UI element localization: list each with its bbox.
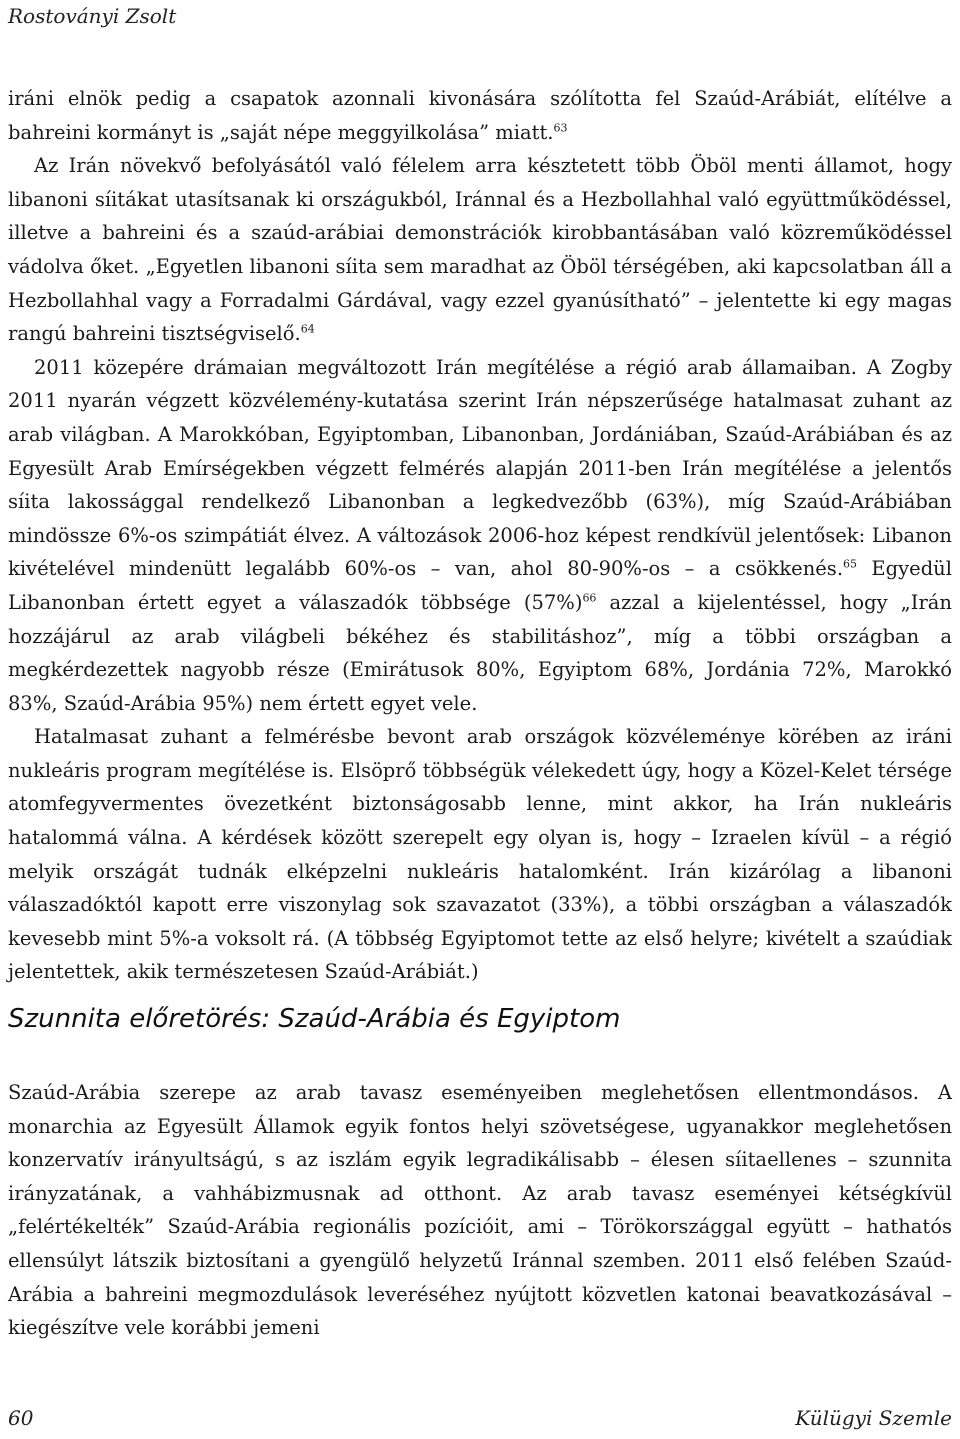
- body-text: [8, 82, 952, 989]
- footnote-ref[interactable]: 65: [843, 557, 858, 571]
- footnote-ref[interactable]: 63: [553, 121, 568, 135]
- paragraph-text: 2011 közepére drámaian megváltozott Irán megítélése a régió arab államaiban. A Zogby 2011 nyarán végzett közvélemény-kutatása szerint Irán népszerűsége hatalmasat zuhant az arab világban. A Marokkóban, Egyiptomban, Libanonban, Jordániában, Szaúd-Arábiában és az Egyesült Arab Emírségekben végzett felmérés alapján 2011-ben Irán megítélése a jelentős síita lakossággal rendelkező Libanonban a legkedvezőbb (63%), míg Szaúd-Arábiában mindössze 6%-os szimpátiát élvez. A változások 2006-hoz képest rendkívül jelentősek: Libanon kivételével mindenütt legalább 60%-os – van, ahol 80-90%-os – a csökkenés.: [8, 355, 952, 581]
- paragraph-text: azzal a kijelentéssel, hogy „Irán hozzájárul az arab világbeli békéhez és stabilitáshoz”, míg a többi országban a megkérdezettek nagyobb része (Emirátusok 80%, Egyiptom 68%, Jordánia 72%, Marokkó 83%, Szaúd-Arábia 95%) nem értett egyet vele.: [8, 590, 952, 715]
- paragraph-text: Hatalmasat zuhant a felmérésbe bevont arab országok közvéleménye körében az iráni nukleáris program megítélése is. Elsöprő többségük vélekedett úgy, hogy a Közel-Kelet térsége atomfegyvermentes övezetként biztonságosabb lenne, mint akkor, ha Irán nukleáris hatalommá válna. A kérdések között szerepelt egy olyan is, hogy – Izraelen kívül – a régió melyik országát tudnák elképzelni nukleáris hatalomként. Irán kizárólag a libanoni válaszadóktól kapott erre viszonylag sok szavazatot (33%), a többi országban a válaszadók kevesebb mint 5%-a voksolt rá. (A többség Egyiptomot tette az első helyre; kivételt a szaúdiak jelentettek, akik természetesen Szaúd-Arábiát.): [8, 725, 952, 984]
- journal-name: Külügyi Szemle: [795, 1406, 952, 1430]
- paragraph: [8, 149, 952, 351]
- paragraph: [8, 1076, 952, 1345]
- paragraph-text: Az Irán növekvő befolyásától való félelem arra késztetett több Öböl menti államot, hogy libanoni síitákat utasítsanak ki országukból, Iránnal és a Hezbollahhal való együttműködéssel, illetve a bahreini és a szaúd-arábiai demonstrációk kirobbantásában való közreműködéssel vádolva őket. „Egyetlen libanoni síita sem maradhat az Öböl térségében, aki kapcsolatban áll a Hezbollahhal vagy a Forradalmi Gárdával, vagy ezzel gyanúsítható” – jelentette ki egy magas rangú bahreini tisztségviselő.: [8, 154, 952, 346]
- section-heading: Szunnita előretörés: Szaúd-Arábia és Egyiptom: [8, 1004, 621, 1034]
- paragraph: [8, 720, 952, 989]
- paragraph-text: iráni elnök pedig a csapatok azonnali kivonására szólította fel Szaúd-Arábiát, elítélve a bahreini kormányt is „saját népe meggyilkolása” miatt.: [8, 87, 952, 144]
- paragraph: [8, 351, 952, 721]
- paragraph: [8, 82, 952, 149]
- paragraph-text: Egyedül Libanonban értett egyet a válaszadók többsége (57%): [8, 557, 952, 614]
- page-number: 60: [8, 1406, 34, 1430]
- footnote-ref[interactable]: 66: [582, 591, 597, 605]
- footnote-ref[interactable]: 64: [300, 322, 315, 336]
- running-head-author: Rostoványi Zsolt: [8, 4, 177, 28]
- paragraph-text: Szaúd-Arábia szerepe az arab tavasz eseményeiben meglehetősen ellentmondásos. A monarchia az Egyesült Államok egyik fontos helyi szövetségese, ugyanakkor meglehetősen konzervatív irányultságú, s az iszlám egyik legradikálisabb – élesen síitaellenes – szunnita irányzatának, a vahhábizmusnak ad otthont. Az arab tavasz eseményei kétségkívül „felértékelték” Szaúd-Arábia regionális pozícióit, ami – Törökországgal együtt – hathatós ellensúlyt látszik biztosítani a gyengülő helyzetű Iránnal szemben. 2011 első felében Szaúd-Arábia a bahreini megmozdulások leveréséhez nyújtott közvetlen katonai beavatkozásával – kiegészítve vele korábbi jemeni: [8, 1081, 952, 1340]
- section-body: [8, 1076, 952, 1345]
